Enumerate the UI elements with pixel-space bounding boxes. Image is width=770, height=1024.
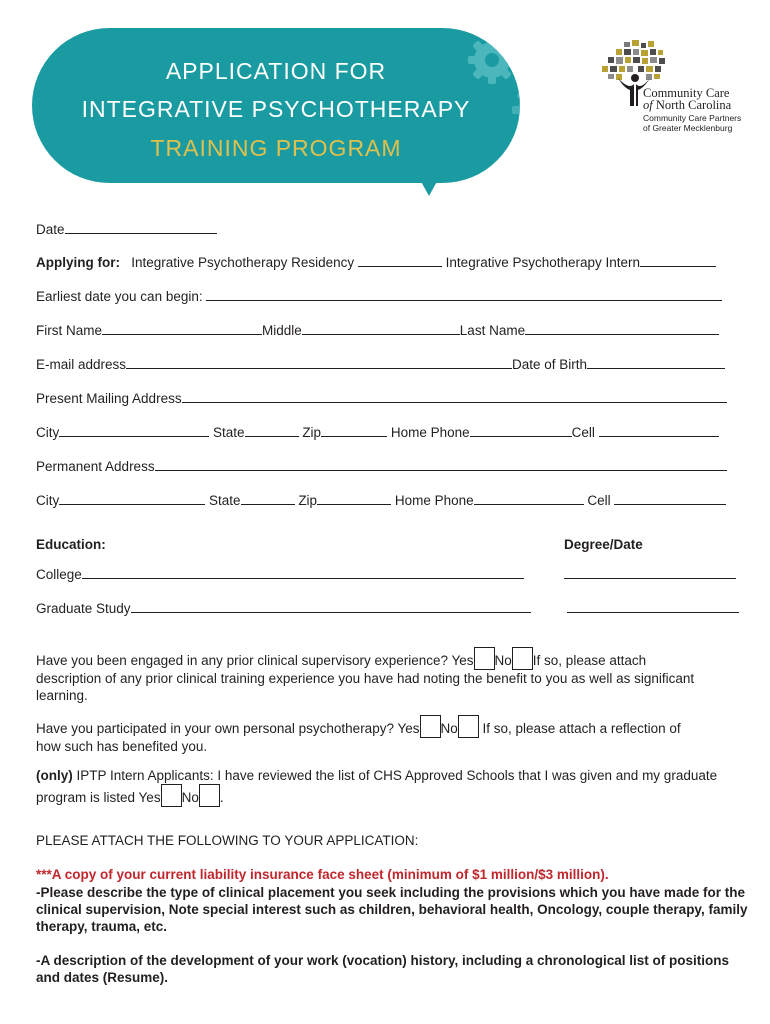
college-degree-field[interactable] <box>564 567 736 579</box>
present-cell-field[interactable] <box>599 425 719 437</box>
q3-text: IPTP Intern Applicants: I have reviewed the list of CHS Approved Schools that I was given and my graduate <box>72 768 718 783</box>
name-row <box>36 323 719 338</box>
banner-tail <box>418 176 440 196</box>
title-line-3: TRAINING PROGRAM <box>150 135 402 161</box>
option-intern-field[interactable] <box>640 255 716 267</box>
date-field[interactable] <box>65 222 217 234</box>
present-city-field[interactable] <box>59 425 209 437</box>
q3-yes-checkbox[interactable] <box>161 784 182 807</box>
q1-no-checkbox[interactable] <box>512 647 533 670</box>
college-field[interactable] <box>82 567 524 579</box>
present-zip-label: Zip <box>302 425 322 440</box>
title-line-2: INTEGRATIVE PSYCHOTHERAPY <box>81 96 471 122</box>
q1-text: Have you been engaged in any prior clinical supervisory experience? Yes <box>36 653 474 668</box>
permanent-zip-label: Zip <box>298 493 318 508</box>
q3-no-checkbox[interactable] <box>199 784 220 807</box>
permanent-address-row <box>36 459 727 474</box>
q2-text: Have you participated in your own personal psychotherapy? Yes <box>36 721 420 736</box>
q2-after: If so, please attach a reflection of <box>478 721 681 736</box>
graduate-study-label: Graduate Study <box>36 601 131 616</box>
graduate-degree-field[interactable] <box>567 601 739 613</box>
option-intern-label: Integrative Psychotherapy Intern <box>445 255 641 270</box>
earliest-date-row <box>36 289 722 304</box>
q2-yes-checkbox[interactable] <box>420 715 441 738</box>
graduate-study-field[interactable] <box>131 601 531 613</box>
attach-heading: PLEASE ATTACH THE FOLLOWING TO YOUR APPLICATION: <box>36 833 419 848</box>
earliest-date-label: Earliest date you can begin: <box>36 289 203 304</box>
first-name-field[interactable] <box>102 323 262 335</box>
present-address-field[interactable] <box>182 391 727 403</box>
title-line-1: APPLICATION FOR <box>165 58 387 84</box>
present-state-field[interactable] <box>245 425 299 437</box>
applying-for-label: Applying for: <box>36 255 120 270</box>
first-name-label: First Name <box>36 323 103 338</box>
permanent-address-field[interactable] <box>155 459 727 471</box>
middle-name-label: Middle <box>262 323 302 338</box>
logo-sub-line-1: Community Care Partners <box>643 113 742 123</box>
last-name-field[interactable] <box>525 323 719 335</box>
permanent-city-label: City <box>36 493 60 508</box>
present-zip-field[interactable] <box>321 425 387 437</box>
logo-name-of: of <box>643 98 653 112</box>
degree-date-heading: Degree/Date <box>564 537 643 552</box>
option-residency-field[interactable] <box>358 255 442 267</box>
dob-label: Date of Birth <box>512 357 588 372</box>
college-row <box>36 567 524 582</box>
q3-only: (only) <box>36 768 73 783</box>
permanent-city-row <box>36 493 726 508</box>
present-home-phone-label: Home Phone <box>390 425 470 440</box>
present-city-label: City <box>36 425 60 440</box>
email-row <box>36 357 725 372</box>
college-label: College <box>36 567 82 582</box>
option-residency-label: Integrative Psychotherapy Residency <box>131 255 355 270</box>
education-heading: Education: <box>36 537 106 552</box>
permanent-state-field[interactable] <box>241 493 295 505</box>
permanent-home-phone-field[interactable] <box>474 493 584 505</box>
middle-name-field[interactable] <box>302 323 460 335</box>
permanent-address-label: Permanent Address <box>36 459 155 474</box>
q3-continued: program is listed Yes <box>36 790 161 805</box>
attach-item-insurance: ***A copy of your current liability insurance face sheet (minimum of $1 million/$3 million). <box>36 867 609 882</box>
present-home-phone-field[interactable] <box>470 425 572 437</box>
q1-after: If so, please attach <box>532 653 647 668</box>
college-degree-row <box>564 567 736 582</box>
q2-no-label: No <box>440 721 458 736</box>
present-state-label: State <box>213 425 245 440</box>
present-city-row <box>36 425 719 440</box>
graduate-degree-row <box>567 601 739 616</box>
graduate-study-row <box>36 601 531 616</box>
q1-continued: description of any prior clinical training experience you have had noting the benefit to you as well as significant learning. <box>36 671 695 703</box>
permanent-cell-field[interactable] <box>614 493 726 505</box>
last-name-label: Last Name <box>459 323 526 338</box>
q1-no-label: No <box>494 653 512 668</box>
permanent-zip-field[interactable] <box>317 493 391 505</box>
q3-end: . <box>219 790 224 805</box>
present-address-row <box>36 391 727 406</box>
applying-for-row <box>36 255 716 270</box>
attach-item-work-history: -A description of the development of your work (vocation) history, including a chronological list of positions and dates (Resume). <box>36 953 730 985</box>
present-address-label: Present Mailing Address <box>36 391 182 406</box>
email-label: E-mail address <box>36 357 127 372</box>
present-cell-label: Cell <box>571 425 595 440</box>
permanent-home-phone-label: Home Phone <box>394 493 474 508</box>
date-label: Date <box>36 222 65 237</box>
q2-continued: how such has benefited you. <box>36 739 208 754</box>
earliest-date-field[interactable] <box>206 289 722 301</box>
q2-no-checkbox[interactable] <box>458 715 479 738</box>
email-field[interactable] <box>126 357 512 369</box>
question-supervisory-experience <box>36 647 748 704</box>
logo-name-line-2 <box>643 98 731 113</box>
q3-no-label: No <box>181 790 199 805</box>
question-personal-psychotherapy <box>36 715 748 755</box>
attach-item-placement: -Please describe the type of clinical placement you seek including the provisions which you have made for the clinical supervision, Note special interest such as children, behavioral health, Oncology, couple therapy, family therapy, trauma, etc. <box>36 885 748 934</box>
permanent-city-field[interactable] <box>59 493 205 505</box>
date-row <box>36 222 217 237</box>
logo-name-line-1: Community Care <box>643 86 730 100</box>
title-banner <box>32 28 520 183</box>
permanent-cell-label: Cell <box>587 493 611 508</box>
q1-yes-checkbox[interactable] <box>474 647 495 670</box>
permanent-state-label: State <box>209 493 241 508</box>
logo-sub-line-2: of Greater Mecklenburg <box>643 123 733 133</box>
dob-field[interactable] <box>587 357 725 369</box>
logo-name-rest: North Carolina <box>652 98 732 112</box>
question-approved-schools <box>36 767 748 807</box>
